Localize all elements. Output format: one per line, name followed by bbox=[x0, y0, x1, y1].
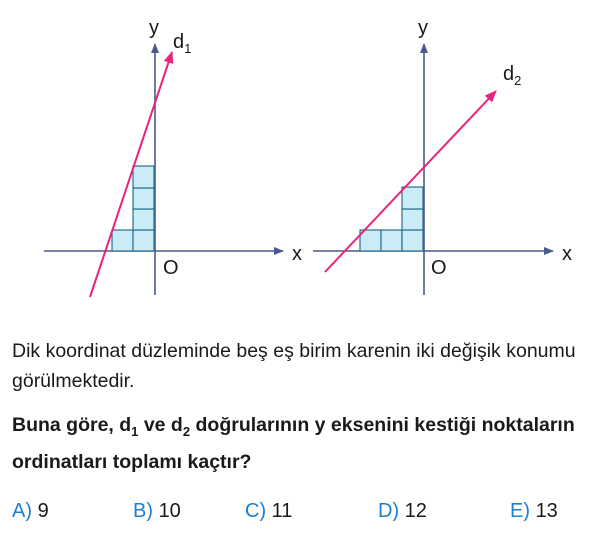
right-origin-label: O bbox=[431, 257, 447, 279]
option-e-key: E) bbox=[510, 500, 530, 522]
unit-square bbox=[133, 166, 154, 188]
question-text bbox=[12, 410, 604, 477]
question-part3: doğrularının y eksenini kestiği noktaların ordinatları toplamı kaçtır? bbox=[12, 414, 575, 473]
unit-square bbox=[381, 230, 402, 251]
option-a-value: 9 bbox=[37, 500, 49, 522]
unit-square bbox=[133, 209, 154, 230]
unit-square bbox=[112, 230, 133, 251]
problem-statement: Dik koordinat düzleminde beş eş birim karenin iki değişik konumu görülmektedir. bbox=[12, 340, 576, 392]
option-b-value: 10 bbox=[158, 500, 181, 522]
left-graph bbox=[44, 17, 302, 297]
option-d-key: D) bbox=[378, 500, 400, 522]
right-graph bbox=[313, 17, 572, 295]
option-d[interactable] bbox=[378, 500, 427, 523]
unit-square bbox=[402, 187, 423, 209]
d1-label: $d_1$ bbox=[173, 31, 192, 56]
question-sub1: 1 bbox=[131, 423, 139, 439]
option-c-key: C) bbox=[245, 500, 267, 522]
unit-square bbox=[402, 230, 423, 251]
option-a-key: A) bbox=[12, 500, 32, 522]
option-c[interactable] bbox=[245, 500, 292, 523]
question-sub2: 2 bbox=[182, 423, 191, 439]
left-x-label: x bbox=[292, 243, 302, 265]
question-part2: ve d bbox=[138, 414, 183, 436]
unit-square bbox=[133, 188, 154, 209]
right-y-label: y bbox=[418, 17, 428, 39]
question-part1: Buna göre, d bbox=[12, 414, 132, 436]
unit-square bbox=[402, 209, 423, 230]
option-b-key: B) bbox=[133, 500, 153, 522]
option-b[interactable] bbox=[133, 500, 181, 523]
option-a[interactable] bbox=[12, 500, 49, 523]
unit-square bbox=[133, 230, 154, 251]
option-e-value: 13 bbox=[535, 500, 558, 522]
d2-label: $d_2$ bbox=[503, 63, 522, 88]
unit-square bbox=[360, 230, 381, 251]
right-unit-squares bbox=[360, 187, 423, 251]
line-d1 bbox=[90, 52, 172, 297]
left-unit-squares bbox=[112, 166, 154, 251]
left-y-label: y bbox=[149, 17, 159, 39]
option-c-value: 11 bbox=[271, 500, 293, 522]
left-origin-label: O bbox=[163, 257, 179, 279]
option-e[interactable] bbox=[510, 500, 558, 523]
answer-options bbox=[12, 500, 604, 530]
right-x-label: x bbox=[562, 243, 572, 265]
option-d-value: 12 bbox=[404, 500, 427, 522]
